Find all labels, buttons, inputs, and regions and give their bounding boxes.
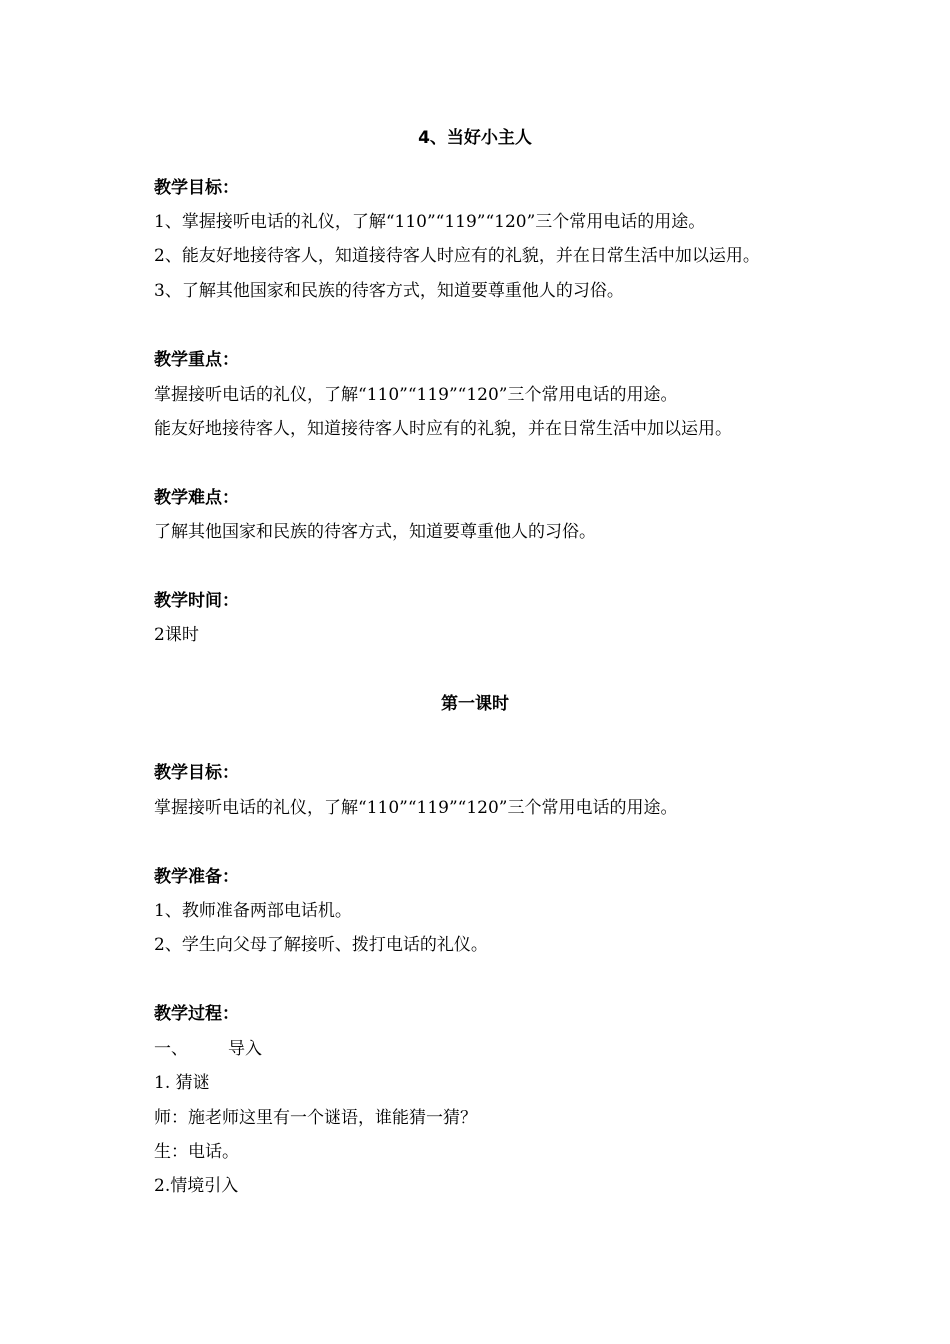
key-points-heading: 教学重点： <box>154 350 239 370</box>
objectives-heading: 教学目标： <box>154 178 239 198</box>
process-heading: 教学过程： <box>154 1004 239 1024</box>
difficulty-heading: 教学难点： <box>154 488 239 508</box>
lesson1-objectives-heading: 教学目标： <box>154 763 239 783</box>
process-section-label: 导入 <box>228 1039 262 1059</box>
preparation-item: 2、学生向父母了解接听、拨打电话的礼仪。 <box>154 935 488 955</box>
process-line: 2.情境引入 <box>154 1176 239 1196</box>
document-title: 4、当好小主人 <box>418 128 532 148</box>
time-text: 2课时 <box>154 625 199 645</box>
process-line: 师：施老师这里有一个谜语，谁能猜一猜？ <box>154 1108 477 1128</box>
preparation-item: 1、教师准备两部电话机。 <box>154 901 352 921</box>
process-line: 1. 猜谜 <box>154 1073 210 1093</box>
process-line: 生：电话。 <box>154 1142 239 1162</box>
lesson1-title: 第一课时 <box>441 694 509 714</box>
key-point-item: 掌握接听电话的礼仪，了解“110”“119”“120”三个常用电话的用途。 <box>154 385 678 405</box>
time-heading: 教学时间： <box>154 591 239 611</box>
objective-item: 2、能友好地接待客人，知道接待客人时应有的礼貌，并在日常生活中加以运用。 <box>154 246 760 266</box>
objective-item: 3、了解其他国家和民族的待客方式，知道要尊重他人的习俗。 <box>154 281 624 301</box>
key-point-item: 能友好地接待客人，知道接待客人时应有的礼貌，并在日常生活中加以运用。 <box>154 419 732 439</box>
difficulty-text: 了解其他国家和民族的待客方式，知道要尊重他人的习俗。 <box>154 522 596 542</box>
preparation-heading: 教学准备： <box>154 867 239 887</box>
lesson1-objective-text: 掌握接听电话的礼仪，了解“110”“119”“120”三个常用电话的用途。 <box>154 798 678 818</box>
process-section-number: 一、 <box>154 1039 188 1059</box>
process-section-heading <box>154 1038 262 1060</box>
objective-item: 1、掌握接听电话的礼仪，了解“110”“119”“120”三个常用电话的用途。 <box>154 212 706 232</box>
